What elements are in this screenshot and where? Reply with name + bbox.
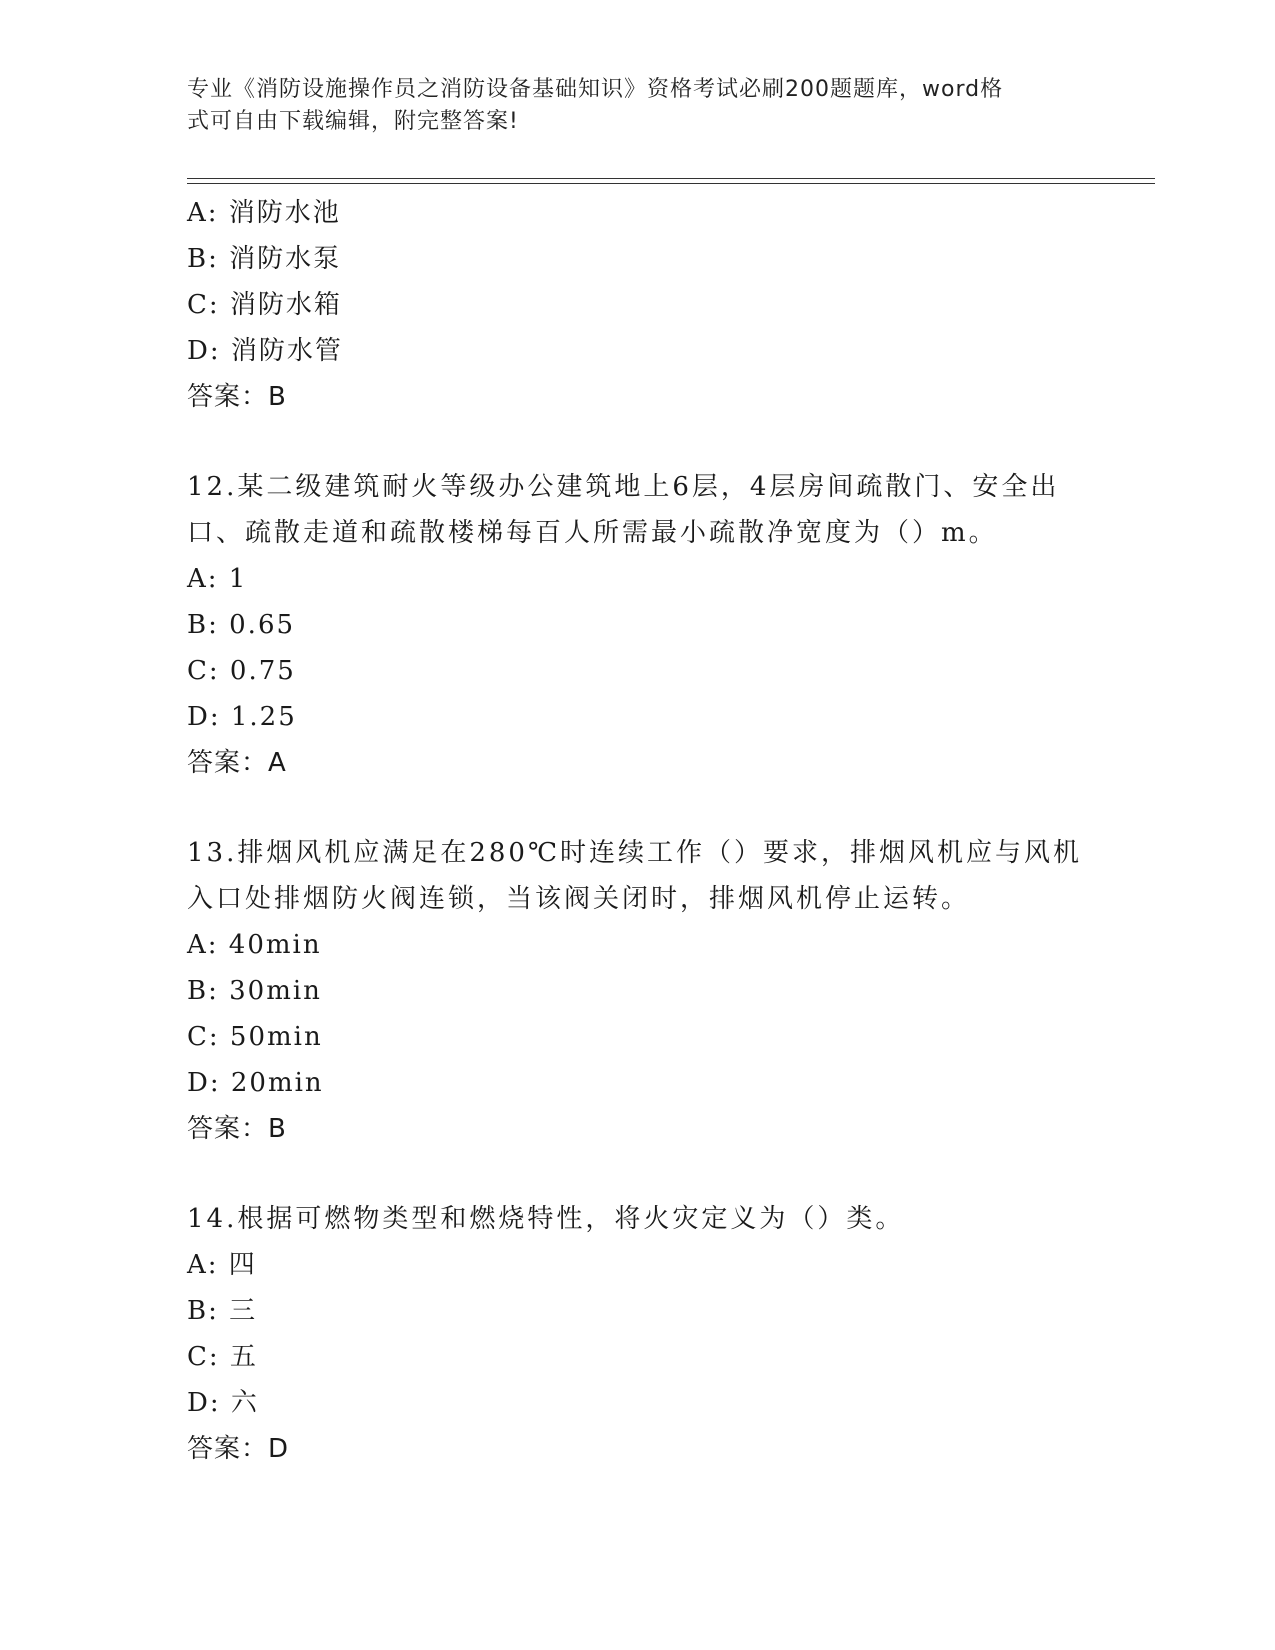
question-list bbox=[187, 190, 1087, 1472]
header-line-1: 专业《消防设施操作员之消防设备基础知识》资格考试必刷200题题库，word格 bbox=[187, 77, 1004, 102]
option-c: C: 50min bbox=[187, 1022, 323, 1052]
question-text-line-2: 口、疏散走道和疏散楼梯每百人所需最小疏散净宽度为（）m。 bbox=[187, 518, 998, 548]
option-d: D: 消防水管 bbox=[187, 336, 343, 366]
question-13 bbox=[187, 830, 1087, 1152]
answer: 答案：B bbox=[187, 382, 287, 412]
option-b: B: 三 bbox=[187, 1296, 258, 1326]
header-line-2: 式可自由下载编辑，附完整答案! bbox=[187, 109, 519, 134]
option-c: C: 0.75 bbox=[187, 656, 296, 686]
question-11 bbox=[187, 190, 1087, 420]
option-b: B: 消防水泵 bbox=[187, 244, 342, 274]
answer: 答案：A bbox=[187, 748, 287, 778]
option-a: A: 消防水池 bbox=[187, 198, 341, 228]
question-14 bbox=[187, 1196, 1087, 1472]
option-d: D: 1.25 bbox=[187, 702, 297, 732]
question-12 bbox=[187, 464, 1087, 786]
option-a: A: 1 bbox=[187, 564, 248, 594]
option-d: D: 六 bbox=[187, 1388, 259, 1418]
header-divider-bottom bbox=[187, 183, 1155, 184]
option-b: B: 0.65 bbox=[187, 610, 296, 640]
option-a: A: 40min bbox=[187, 930, 322, 960]
question-text-line-1: 14.根据可燃物类型和燃烧特性，将火灾定义为（）类。 bbox=[187, 1204, 905, 1234]
option-b: B: 30min bbox=[187, 976, 322, 1006]
question-text-line-1: 12.某二级建筑耐火等级办公建筑地上6层，4层房间疏散门、安全出 bbox=[187, 472, 1060, 502]
answer: 答案：D bbox=[187, 1434, 290, 1464]
question-text-line-2: 入口处排烟防火阀连锁，当该阀关闭时，排烟风机停止运转。 bbox=[187, 884, 971, 914]
question-text-line-1: 13.排烟风机应满足在280℃时连续工作（）要求，排烟风机应与风机 bbox=[187, 838, 1083, 868]
option-a: A: 四 bbox=[187, 1250, 257, 1280]
document-header bbox=[187, 74, 1067, 138]
option-c: C: 消防水箱 bbox=[187, 290, 342, 320]
header-divider-top bbox=[187, 178, 1155, 179]
option-d: D: 20min bbox=[187, 1068, 324, 1098]
option-c: C: 五 bbox=[187, 1342, 258, 1372]
answer: 答案：B bbox=[187, 1114, 287, 1144]
